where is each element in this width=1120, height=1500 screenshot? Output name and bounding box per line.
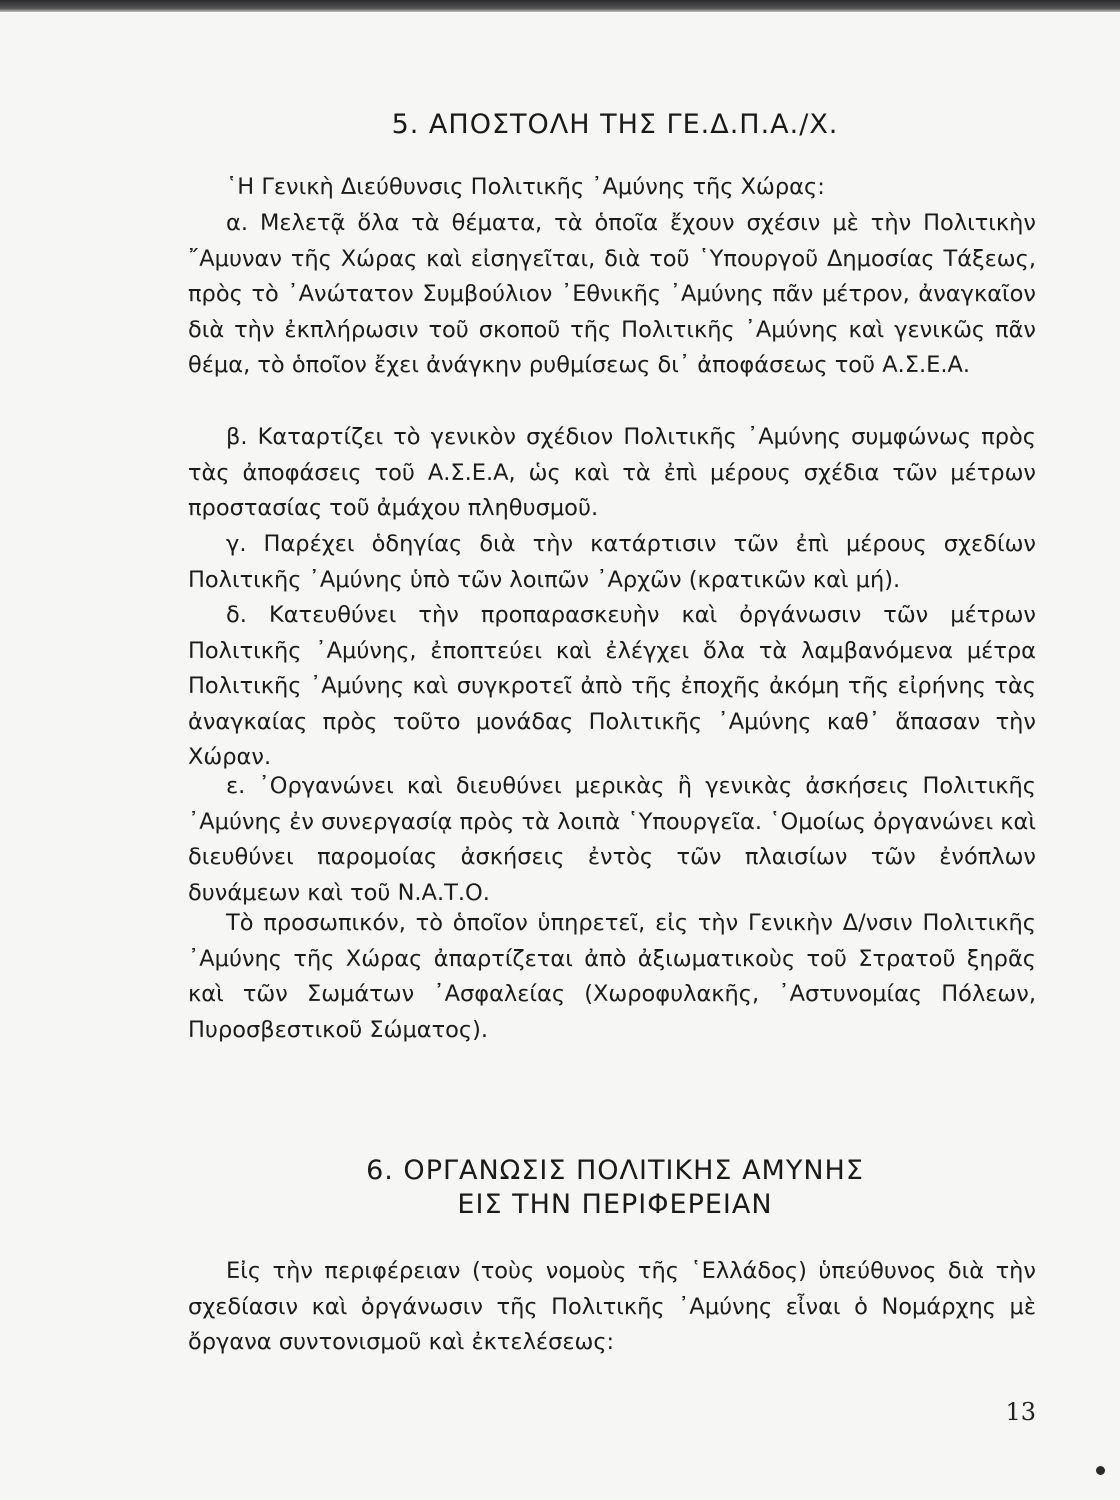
staff-paragraph: Τὸ προσωπικόν, τὸ ὁποῖον ὑπηρετεῖ, εἰς τὴν Γενικὴν Δ/νσιν Πολιτικῆς ᾿Αμύνης τῆς Χώρας ἀπαρτίζεται ἀπὸ ἀξιωματικοὺς τοῦ Στρατοῦ ξηρᾶς καὶ τῶν Σωμάτων ᾿Ασφαλείας (Χωροφυλακῆς, ᾿Αστυνομίας Πόλεων, Πυροσβεστικοῦ Σώματος).	[188, 910, 1036, 1043]
section-5-intro: ῾Η Γενικὴ Διεύθυνσις Πολιτικῆς ᾿Αμύνης τῆς Χώρας:	[226, 174, 825, 200]
section-6-heading-line-1: 6. ΟΡΓΑΝΩΣΙΣ ΠΟΛΙΤΙΚΗΣ ΑΜΥΝΗΣ	[366, 1155, 864, 1186]
item-b-paragraph: β. Καταρτίζει τὸ γενικὸν σχέδιον Πολιτικῆς ᾿Αμύνης συμφώνως πρὸς τὰς ἀποφάσεις τοῦ Α.Σ.Ε.Α, ὡς καὶ τὰ ἐπὶ μέρους σχέδια τῶν μέτρων προστασίας τοῦ ἀμάχου πληθυσμοῦ.	[188, 424, 1036, 521]
scan-top-edge	[0, 0, 1120, 12]
item-d-paragraph: δ. Κατευθύνει τὴν προπαρασκευὴν καὶ ὀργάνωσιν τῶν μέτρων Πολιτικῆς ᾿Αμύνης, ἐποπτεύει καὶ ἐλέγχει ὅλα τὰ λαμβανόμενα μέτρα Πολιτικῆς ᾿Αμύνης καὶ συγκροτεῖ ἀπὸ τῆς ἐποχῆς ἀκόμη τῆς εἰρήνης τὰς ἀναγκαίας πρὸς τοῦτο μονάδας Πολιτικῆς ᾿Αμύνης καθ᾿ ἅπασαν τὴν Χώραν.	[188, 602, 1036, 770]
scan-speck	[1096, 1466, 1105, 1475]
page-number: 13	[1005, 1398, 1036, 1426]
section-5-heading: 5. ΑΠΟΣΤΟΛΗ ΤΗΣ ΓΕ.Δ.Π.Α./Χ.	[391, 109, 839, 140]
section-6-paragraph: Εἰς τὴν περιφέρειαν (τοὺς νομοὺς τῆς ῾Ελλάδος) ὑπεύθυνος διὰ τὴν σχεδίασιν καὶ ὀργάνωσιν τῆς Πολιτικῆς ᾿Αμύνης εἶναι ὁ Νομάρχης μὲ ὄργανα συντονισμοῦ καὶ ἐκτελέσεως:	[188, 1258, 1036, 1355]
item-e-paragraph: ε. ᾿Οργανώνει καὶ διευθύνει μερικὰς ἢ γενικὰς ἀσκήσεις Πολιτικῆς ᾿Αμύνης ἐν συνεργασίᾳ πρὸς τὰ λοιπὰ ῾Υπουργεῖα. ῾Ομοίως ὀργανώνει καὶ διευθύνει παρομοίας ἀσκήσεις ἐντὸς τῶν πλαισίων τῶν ἐνόπλων δυνάμεων καὶ τοῦ Ν.Α.Τ.Ο.	[188, 773, 1036, 906]
section-6-heading	[190, 1154, 1040, 1222]
section-6-heading-line-2: ΕΙΣ ΤΗΝ ΠΕΡΙΦΕΡΕΙΑΝ	[457, 1189, 773, 1220]
item-a-paragraph: α. Μελετᾷ ὅλα τὰ θέματα, τὰ ὁποῖα ἔχουν σχέσιν μὲ τὴν Πολιτικὴν ῎Αμυναν τῆς Χώρας καὶ εἰσηγεῖται, διὰ τοῦ ῾Υπουργοῦ Δημοσίας Τάξεως, πρὸς τὸ ᾿Ανώτατον Συμβούλιον ᾿Εθνικῆς ᾿Αμύνης πᾶν μέτρον, ἀναγκαῖον διὰ τὴν ἐκπλήρωσιν τοῦ σκοποῦ τῆς Πολιτικῆς ᾿Αμύνης καὶ γενικῶς πᾶν θέμα, τὸ ὁποῖον ἔχει ἀνάγκην ρυθμίσεως δι᾿ ἀποφάσεως τοῦ Α.Σ.Ε.Α.	[188, 210, 1036, 378]
item-c-paragraph: γ. Παρέχει ὁδηγίας διὰ τὴν κατάρτισιν τῶν ἐπὶ μέρους σχεδίων Πολιτικῆς ᾿Αμύνης ὑπὸ τῶν λοιπῶν ᾿Αρχῶν (κρατικῶν καὶ μή).	[188, 531, 1036, 593]
